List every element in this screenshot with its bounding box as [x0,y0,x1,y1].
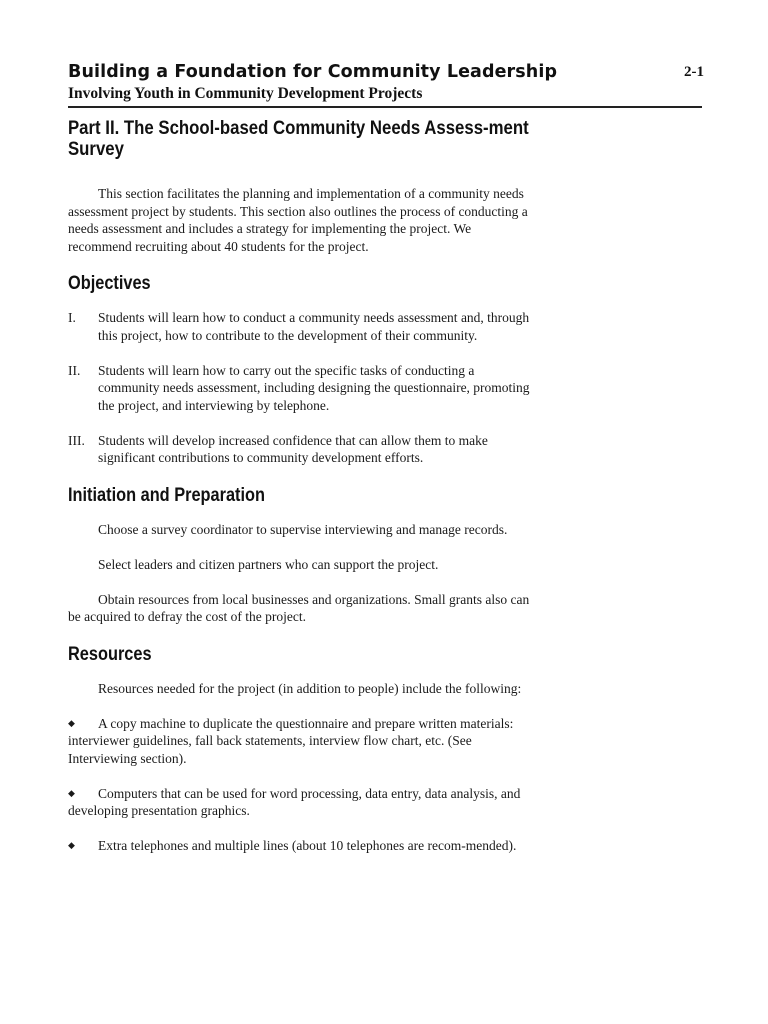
main-content [68,118,532,855]
running-header-title: Building a Foundation for Community Leadership [68,62,558,82]
objective-number: I. [68,310,76,325]
initiation-paragraph: Obtain resources from local businesses and organizations. Small grants also can be acquired to defray the cost of the project. [68,591,530,624]
objective-text: Students will learn how to conduct a community needs assessment and, through this project, how to contribute to the development of their community. [98,310,530,343]
resource-bullet-text: Computers that can be used for word processing, data entry, data analysis, and developing presentation graphics. [68,785,521,818]
objective-number: II. [68,362,81,378]
resource-bullet-text: Extra telephones and multiple lines (about 10 telephones are recom-mended). [98,838,517,853]
objective-number: III. [68,432,85,448]
objective-text: Students will develop increased confidence that can allow them to make significant contributions to community development efforts. [98,432,488,465]
running-header-subtitle: Involving Youth in Community Development Projects [68,85,423,102]
header-divider [68,106,702,108]
part-title: Part II. The School-based Community Needs Assess-ment Survey [68,117,529,160]
diamond-bullet-icon: ◆ [68,787,75,798]
resources-heading: Resources [68,643,152,665]
diamond-bullet-icon: ◆ [68,840,75,850]
diamond-bullet-icon: ◆ [68,717,75,728]
initiation-paragraph: Select leaders and citizen partners who can support the project. [98,556,439,572]
resource-bullet-text: A copy machine to duplicate the questionnaire and prepare written materials: interviewer guidelines, fall back statements, interview flow chart, etc. (See Interviewing section). [68,715,514,766]
initiation-paragraph: Choose a survey coordinator to supervise interviewing and manage records. [98,521,508,537]
resources-intro: Resources needed for the project (in addition to people) include the following: [98,680,522,696]
objective-item [68,362,532,415]
objectives-heading: Objectives [68,273,151,294]
resource-bullet-item [68,785,532,820]
objective-item [68,432,532,467]
resource-bullet-item [68,837,532,855]
objective-text: Students will learn how to carry out the specific tasks of conducting a community needs assessment, including designing the questionnaire, promoting the project, and interviewing by telephone. [98,362,530,413]
intro-paragraph: This section facilitates the planning and implementation of a community needs assessment project by students. This section also outlines the process of conducting a needs assessment and includes a strategy for implementing the project. We recommend recruiting about 40 students for the project. [68,186,528,254]
initiation-heading: Initiation and Preparation [68,484,266,506]
resource-bullet-item [68,715,532,768]
objective-item [68,309,532,344]
page-number: 2-1 [684,64,704,80]
